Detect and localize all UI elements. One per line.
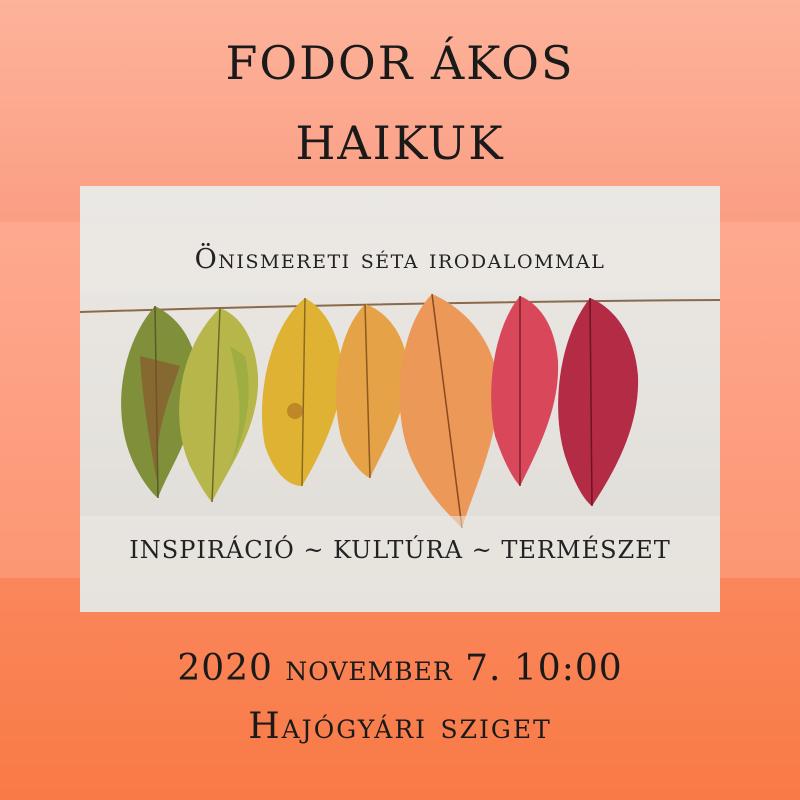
photo-subtitle: Önismereti séta irodalommal	[194, 244, 606, 275]
pink-red-leaf	[491, 296, 558, 486]
event-place: Hajógyári sziget	[248, 706, 552, 747]
yellow-green-leaf	[179, 308, 258, 502]
leaves-photo	[80, 186, 720, 612]
poster-title: HAIKUK	[295, 116, 505, 170]
photo-tagline: INSPIRÁCIÓ ~ KULTÚRA ~ TERMÉSZET	[129, 536, 671, 564]
orange-leaf	[400, 294, 498, 528]
orange-yellow-leaf	[336, 304, 408, 478]
event-date: 2020 november 7. 10:00	[177, 648, 623, 689]
author-name: FODOR ÁKOS	[225, 36, 575, 90]
yellow-leaf	[262, 298, 342, 486]
crimson-leaf	[558, 298, 638, 506]
clothesline-string	[80, 300, 720, 312]
